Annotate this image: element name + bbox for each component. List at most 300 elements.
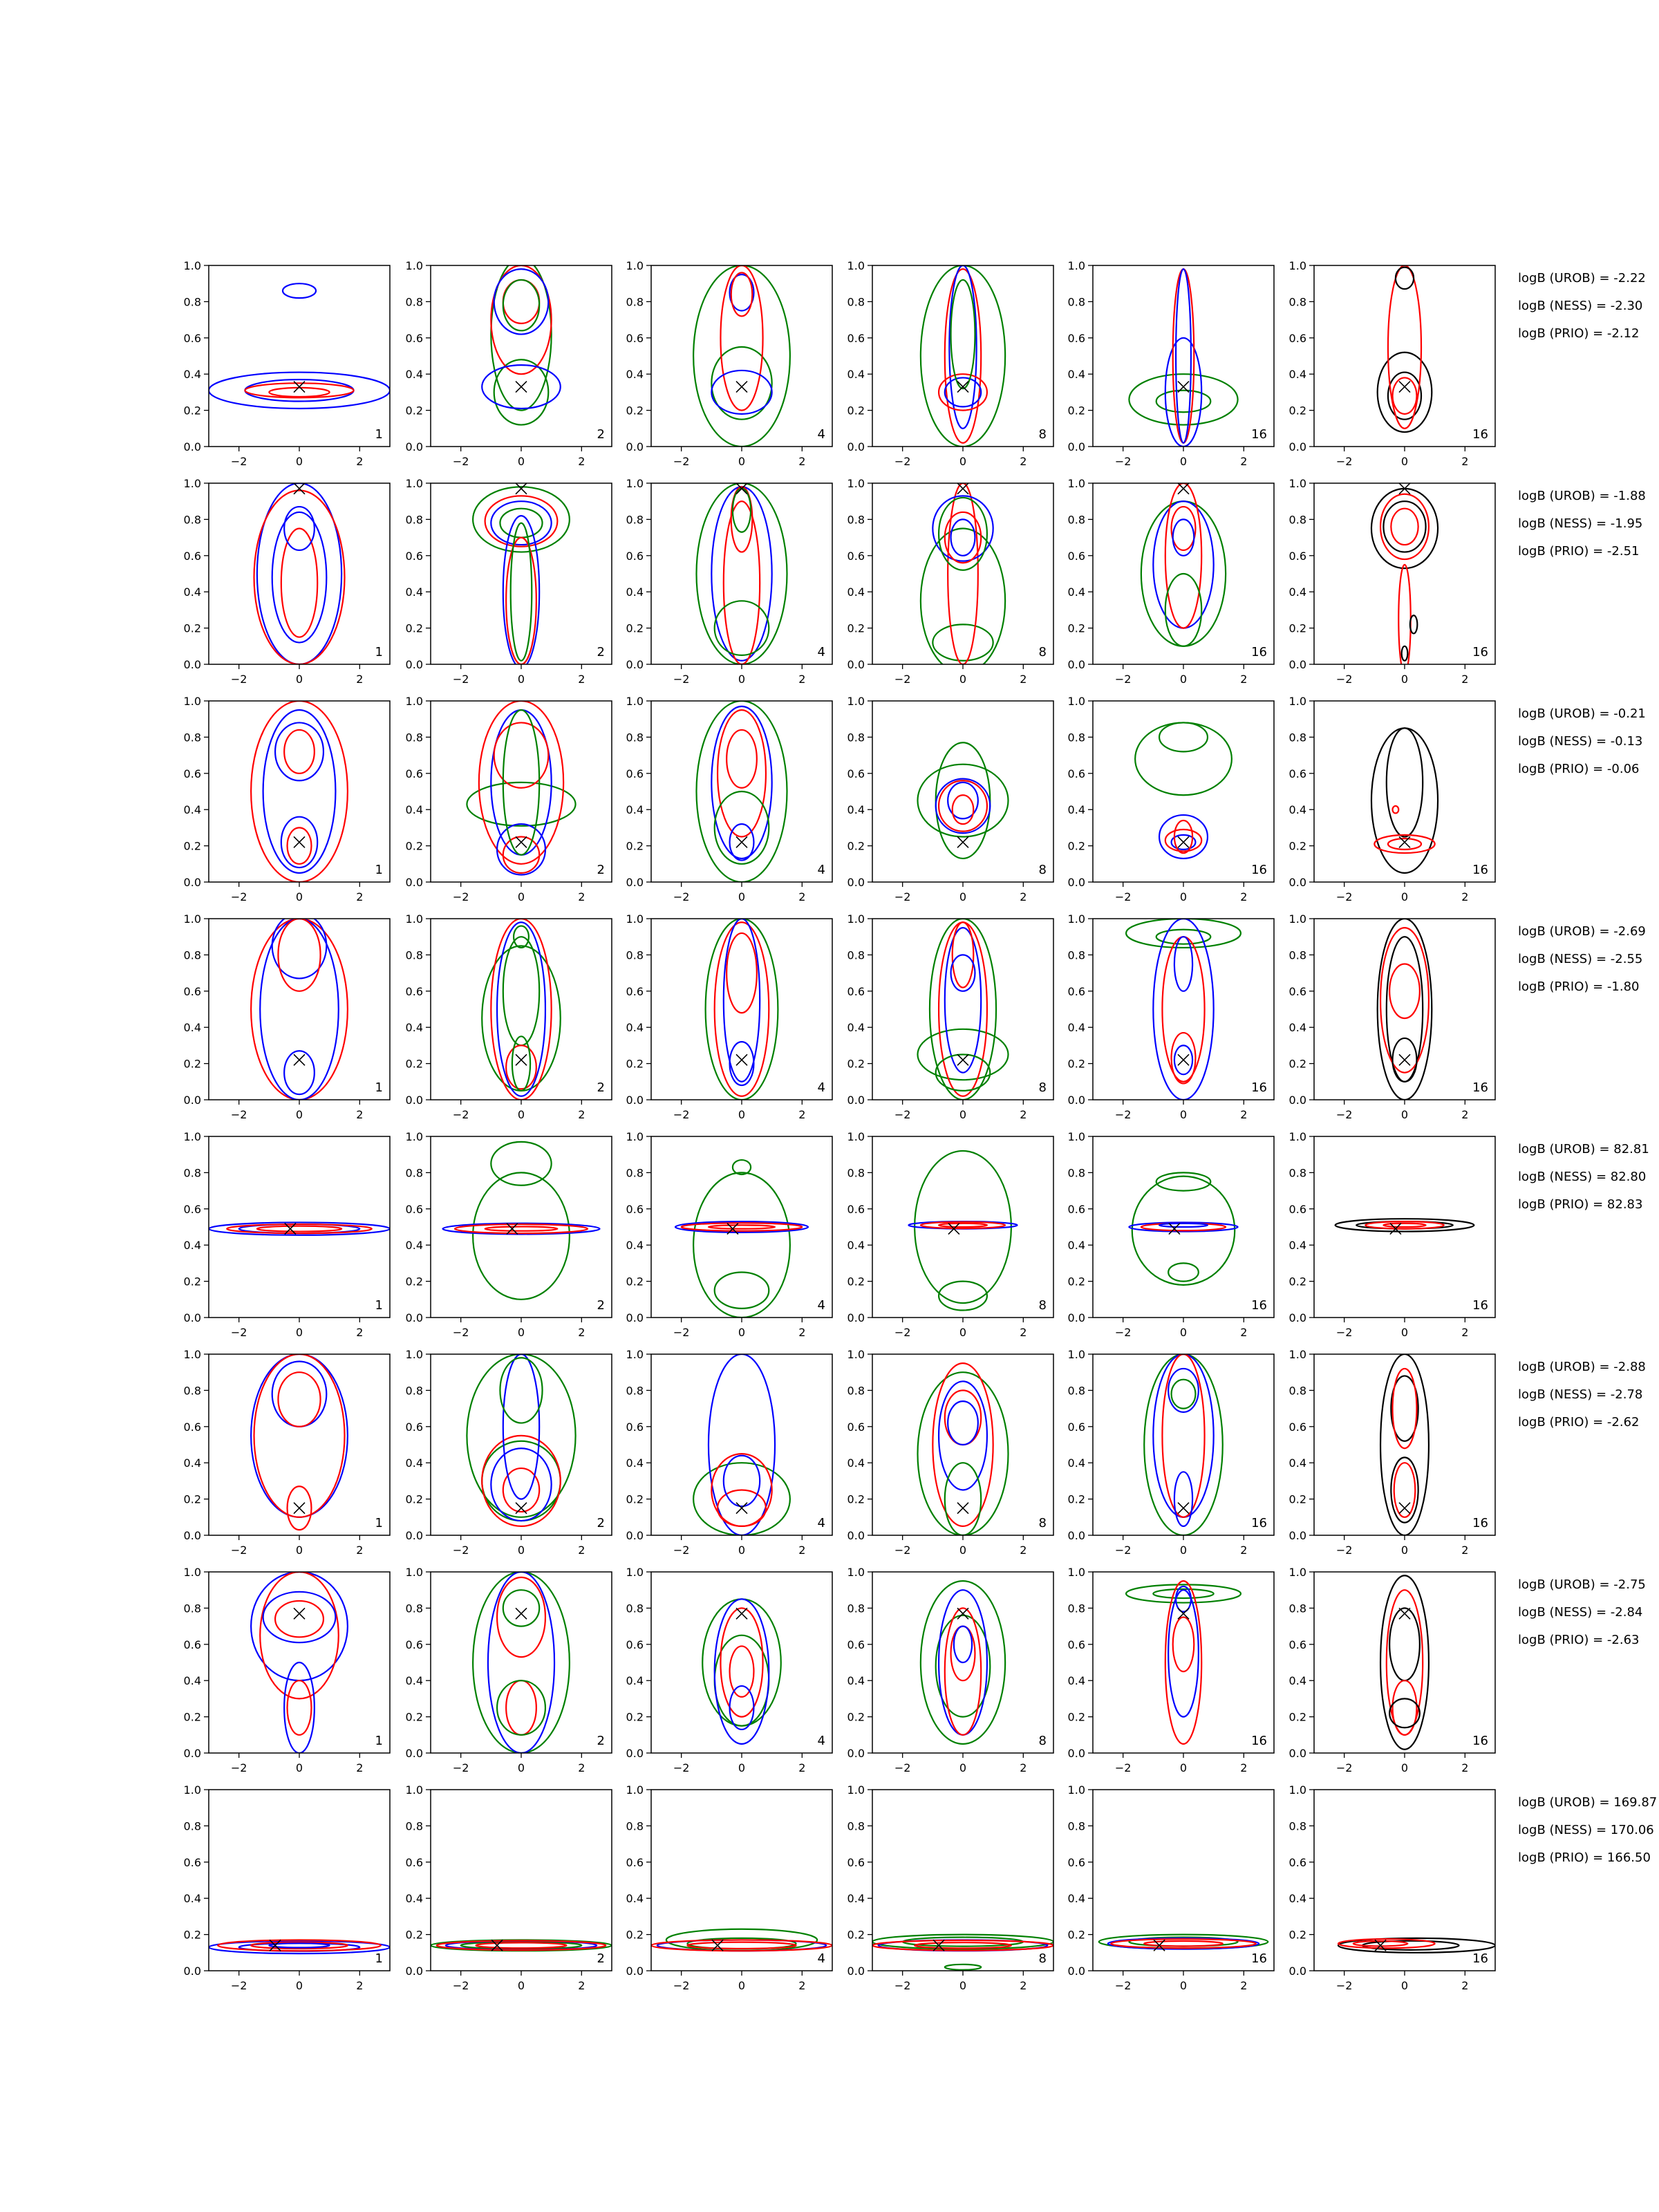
- corner-count-label: 4: [817, 863, 825, 877]
- y-tick-label: 1.0: [405, 259, 423, 272]
- axes-frame: [209, 265, 390, 447]
- x-tick-label: 2: [1240, 1108, 1248, 1121]
- x-tick-label: 2: [1020, 1761, 1027, 1774]
- y-tick-label: 0.2: [626, 1710, 644, 1724]
- corner-count-label: 16: [1472, 427, 1488, 442]
- subplot-axes: [1068, 912, 1274, 1121]
- axes-frame: [872, 701, 1053, 882]
- x-tick-label: 0: [1400, 455, 1409, 468]
- true-value-marker: [294, 483, 305, 494]
- corner-count-label: 1: [375, 1734, 383, 1748]
- plot-row: [184, 695, 1646, 903]
- x-tick-label: 0: [517, 1544, 525, 1557]
- contour-group: [482, 919, 561, 1100]
- contour-line-black: [1380, 1575, 1429, 1750]
- corner-count-label: 16: [1251, 1516, 1267, 1530]
- y-tick-label: 1.0: [626, 1130, 644, 1143]
- x-tick-label: 2: [1461, 673, 1469, 686]
- y-tick-label: 0.8: [847, 731, 865, 744]
- y-tick-label: 0.2: [626, 1492, 644, 1506]
- y-tick-label: 1.0: [183, 1348, 201, 1361]
- contour-line-red: [254, 1354, 345, 1517]
- contour-group: [254, 483, 345, 664]
- x-tick-label: 2: [1461, 1979, 1469, 1992]
- axes-frame: [872, 483, 1053, 664]
- x-tick-label: 0: [1400, 890, 1409, 903]
- contour-line-black: [1396, 268, 1414, 289]
- y-tick-label: 0.6: [183, 1202, 201, 1216]
- y-tick-label: 1.0: [405, 1130, 423, 1143]
- x-tick-label: 0: [295, 1761, 303, 1774]
- x-tick-label: −2: [673, 890, 690, 903]
- x-tick-label: 2: [1240, 455, 1248, 468]
- contour-line-red: [731, 272, 753, 316]
- y-tick-label: 0.2: [1288, 404, 1306, 418]
- x-tick-label: −2: [894, 890, 911, 903]
- x-tick-label: 0: [959, 1108, 967, 1121]
- subplot-axes: [184, 912, 390, 1121]
- y-tick-label: 1.0: [847, 1348, 865, 1361]
- contour-group: [251, 701, 348, 882]
- contour-line-red: [1173, 1618, 1194, 1672]
- corner-count-label: 16: [1472, 1298, 1488, 1313]
- contour-line-red: [720, 1608, 762, 1716]
- y-tick-label: 0.6: [183, 767, 201, 780]
- y-tick-label: 1.0: [1067, 477, 1085, 490]
- x-tick-label: 0: [1179, 673, 1188, 686]
- contour-line-blue: [263, 710, 336, 873]
- x-tick-label: −2: [1114, 1326, 1132, 1339]
- contour-line-green: [497, 1680, 545, 1735]
- x-tick-label: 0: [1179, 1979, 1188, 1992]
- contour-line-blue: [491, 1448, 551, 1521]
- contour-line-red: [251, 919, 348, 1100]
- x-tick-label: 2: [356, 1979, 364, 1992]
- x-tick-label: 2: [1461, 455, 1469, 468]
- contour-line-red: [1165, 830, 1201, 851]
- contour-group: [697, 701, 787, 882]
- x-tick-label: 2: [356, 673, 364, 686]
- corner-count-label: 8: [1038, 1734, 1047, 1748]
- x-tick-label: 2: [798, 1326, 806, 1339]
- axes-frame: [651, 483, 832, 664]
- contour-line-black: [1389, 1698, 1420, 1727]
- contour-line-red: [720, 265, 762, 411]
- subplot-axes: [184, 1130, 390, 1339]
- x-tick-label: −2: [1335, 455, 1353, 468]
- x-tick-label: −2: [673, 455, 690, 468]
- corner-count-label: 16: [1251, 1951, 1267, 1966]
- contour-line-red: [275, 1601, 324, 1637]
- y-tick-label: 0.8: [405, 295, 423, 309]
- x-tick-label: 2: [1240, 890, 1248, 903]
- corner-count-label: 16: [1472, 1951, 1488, 1966]
- contour-line-red: [260, 1572, 339, 1698]
- subplot-axes: [184, 259, 390, 468]
- contour-line-green: [921, 529, 1005, 674]
- x-tick-label: −2: [452, 1326, 469, 1339]
- y-tick-label: 0.8: [626, 948, 644, 962]
- x-tick-label: 0: [517, 455, 525, 468]
- y-tick-label: 0.8: [847, 1166, 865, 1180]
- contour-group: [872, 1935, 1053, 1970]
- y-tick-label: 0.0: [405, 1529, 423, 1542]
- x-tick-label: −2: [230, 1326, 247, 1339]
- contour-line-green: [715, 1635, 769, 1726]
- y-tick-label: 0.0: [405, 1094, 423, 1107]
- contour-line-green: [473, 1172, 570, 1299]
- x-tick-label: 0: [959, 455, 967, 468]
- y-tick-label: 0.4: [1288, 1239, 1306, 1253]
- contour-line-red: [284, 730, 315, 774]
- y-tick-label: 0.6: [405, 331, 423, 345]
- y-tick-label: 1.0: [405, 1783, 423, 1797]
- subplot-axes: [1289, 695, 1495, 903]
- y-tick-label: 0.4: [183, 1674, 201, 1688]
- contour-line-green: [697, 483, 787, 664]
- axes-frame: [651, 1136, 832, 1318]
- axes-frame: [209, 919, 390, 1100]
- contour-line-blue: [272, 512, 327, 643]
- y-tick-label: 0.2: [1067, 1928, 1085, 1942]
- y-tick-label: 0.8: [1288, 731, 1306, 744]
- x-tick-label: −2: [894, 1979, 911, 1992]
- corner-count-label: 16: [1472, 1734, 1488, 1748]
- y-tick-label: 0.4: [626, 368, 644, 382]
- subplot-axes: [626, 1348, 832, 1557]
- contour-line-red: [1165, 1581, 1201, 1744]
- y-tick-label: 0.6: [626, 1420, 644, 1434]
- contour-line-blue: [503, 516, 539, 668]
- y-tick-label: 0.8: [1067, 295, 1085, 309]
- y-tick-label: 0.4: [626, 1239, 644, 1253]
- axes-frame: [1093, 919, 1274, 1100]
- contour-line-red: [727, 933, 757, 1013]
- y-tick-label: 0.0: [183, 1965, 201, 1978]
- logb-label: logB (PRIO) = 166.50: [1518, 1850, 1651, 1865]
- contour-line-green: [715, 791, 769, 864]
- axes-frame: [431, 1572, 612, 1753]
- y-tick-label: 0.0: [1288, 876, 1306, 889]
- y-tick-label: 0.8: [626, 513, 644, 527]
- contour-line-red: [503, 1468, 539, 1512]
- y-tick-label: 0.6: [183, 549, 201, 563]
- y-tick-label: 0.0: [1288, 1094, 1306, 1107]
- contour-line-green: [1129, 374, 1237, 424]
- contour-group: [1135, 722, 1232, 859]
- corner-count-label: 4: [817, 1734, 825, 1748]
- y-tick-label: 0.4: [847, 585, 865, 599]
- y-tick-label: 0.4: [1067, 1456, 1085, 1470]
- contour-line-red: [939, 922, 987, 1096]
- true-value-marker: [736, 382, 747, 393]
- y-tick-label: 1.0: [626, 695, 644, 708]
- subplot-axes: [626, 695, 832, 903]
- subplot-axes: [1289, 912, 1495, 1121]
- subplot-axes: [626, 1130, 832, 1339]
- true-value-marker: [516, 836, 527, 847]
- subplot-axes: [184, 1348, 390, 1557]
- y-tick-label: 0.0: [405, 1747, 423, 1760]
- contour-group: [482, 259, 561, 425]
- y-tick-label: 0.6: [626, 549, 644, 563]
- y-tick-label: 0.6: [626, 331, 644, 345]
- contour-line-red: [1394, 1463, 1416, 1517]
- y-tick-label: 0.4: [183, 803, 201, 817]
- y-tick-label: 1.0: [847, 259, 865, 272]
- y-tick-label: 0.6: [1288, 549, 1306, 563]
- y-tick-label: 0.0: [847, 1094, 865, 1107]
- x-tick-label: 0: [959, 890, 967, 903]
- contour-group: [1099, 1935, 1268, 1949]
- y-tick-label: 0.4: [183, 585, 201, 599]
- y-tick-label: 0.0: [405, 658, 423, 671]
- y-tick-label: 0.8: [847, 1384, 865, 1398]
- contour-line-red: [494, 722, 549, 787]
- contour-line-black: [1371, 728, 1438, 873]
- x-tick-label: 2: [356, 455, 364, 468]
- contour-line-red: [1393, 1369, 1417, 1448]
- y-tick-label: 0.6: [626, 1638, 644, 1651]
- y-tick-label: 0.4: [183, 368, 201, 382]
- contour-line-blue: [1176, 269, 1191, 443]
- contour-group: [651, 1929, 832, 1951]
- x-tick-label: 0: [959, 1544, 967, 1557]
- x-tick-label: −2: [230, 1761, 247, 1774]
- logb-label: logB (UROB) = -0.21: [1518, 706, 1646, 721]
- y-tick-label: 0.0: [626, 876, 644, 889]
- y-tick-label: 0.4: [1288, 1021, 1306, 1035]
- y-tick-label: 0.8: [626, 1384, 644, 1398]
- y-tick-label: 0.6: [1067, 1420, 1085, 1434]
- y-tick-label: 1.0: [1288, 1783, 1306, 1797]
- y-tick-label: 0.2: [405, 1492, 423, 1506]
- contour-line-red: [1393, 377, 1417, 413]
- contour-line-red: [476, 1942, 567, 1948]
- y-tick-label: 0.4: [405, 585, 423, 599]
- x-tick-label: 0: [959, 1761, 967, 1774]
- x-tick-label: 0: [295, 455, 303, 468]
- x-tick-label: 0: [738, 1761, 746, 1774]
- logb-label: logB (NESS) = -2.78: [1518, 1387, 1643, 1402]
- axes-frame: [431, 483, 612, 664]
- contour-line-red: [945, 269, 981, 443]
- y-tick-label: 0.8: [847, 948, 865, 962]
- x-tick-label: −2: [1335, 1108, 1353, 1121]
- corner-count-label: 8: [1038, 1080, 1047, 1095]
- y-tick-label: 0.8: [1288, 948, 1306, 962]
- y-tick-label: 0.8: [626, 731, 644, 744]
- y-tick-label: 0.2: [183, 1710, 201, 1724]
- y-tick-label: 0.6: [1067, 984, 1085, 998]
- x-tick-label: 0: [1400, 1326, 1409, 1339]
- axes-frame: [1093, 1572, 1274, 1753]
- contour-line-blue: [951, 519, 975, 555]
- y-tick-label: 0.2: [405, 1275, 423, 1288]
- y-tick-label: 0.6: [405, 1420, 423, 1434]
- contour-line-red: [281, 529, 317, 637]
- contour-line-green: [936, 1615, 991, 1717]
- x-tick-label: 2: [1020, 1979, 1027, 1992]
- contour-group: [209, 283, 390, 409]
- subplot-axes: [1068, 477, 1274, 686]
- y-tick-label: 0.4: [405, 1239, 423, 1253]
- subplot-axes: [406, 912, 612, 1121]
- logb-annotations: [1518, 924, 1646, 994]
- axes-frame: [1093, 265, 1274, 447]
- x-tick-label: 2: [578, 1108, 585, 1121]
- y-tick-label: 1.0: [405, 695, 423, 708]
- y-tick-label: 0.6: [1288, 767, 1306, 780]
- y-tick-label: 0.2: [405, 1710, 423, 1724]
- true-value-marker: [294, 1503, 305, 1514]
- x-tick-label: 2: [578, 1326, 585, 1339]
- plot-row: [184, 912, 1646, 1121]
- subplot-axes: [184, 695, 390, 903]
- corner-count-label: 16: [1251, 1298, 1267, 1313]
- x-tick-label: 0: [1179, 1544, 1188, 1557]
- y-tick-label: 0.0: [626, 1747, 644, 1760]
- y-tick-label: 1.0: [183, 912, 201, 926]
- x-tick-label: −2: [673, 1761, 690, 1774]
- logb-label: logB (NESS) = -2.55: [1518, 952, 1643, 966]
- x-tick-label: 0: [738, 1108, 746, 1121]
- contour-line-red: [682, 1223, 803, 1231]
- contour-group: [1371, 489, 1438, 673]
- y-tick-label: 1.0: [1288, 1566, 1306, 1579]
- contour-line-blue: [263, 1592, 336, 1642]
- y-tick-label: 0.2: [626, 839, 644, 853]
- corner-count-label: 16: [1472, 863, 1488, 877]
- y-tick-label: 0.0: [626, 1965, 644, 1978]
- y-tick-label: 0.4: [847, 368, 865, 382]
- x-tick-label: 2: [1020, 1544, 1027, 1557]
- y-tick-label: 0.0: [847, 658, 865, 671]
- y-tick-label: 1.0: [183, 1783, 201, 1797]
- y-tick-label: 0.4: [1288, 1674, 1306, 1688]
- x-tick-label: 0: [738, 1544, 746, 1557]
- logb-label: logB (PRIO) = -2.63: [1518, 1633, 1640, 1647]
- corner-count-label: 16: [1251, 1734, 1267, 1748]
- y-tick-label: 0.0: [1067, 440, 1085, 453]
- y-tick-label: 0.6: [847, 1855, 865, 1869]
- corner-count-label: 2: [597, 1298, 605, 1313]
- contour-line-red: [485, 1226, 558, 1230]
- contour-line-red: [945, 1390, 981, 1445]
- corner-count-label: 1: [375, 645, 383, 659]
- y-tick-label: 1.0: [847, 695, 865, 708]
- x-tick-label: 2: [578, 673, 585, 686]
- y-tick-label: 0.0: [847, 1529, 865, 1542]
- x-tick-label: 0: [517, 1326, 525, 1339]
- x-tick-label: 2: [1240, 1979, 1248, 1992]
- contour-group: [702, 1599, 781, 1744]
- contour-line-red: [1162, 1354, 1204, 1517]
- subplot-axes: [1068, 259, 1274, 468]
- contour-line-green: [491, 1142, 551, 1185]
- y-tick-label: 1.0: [847, 1130, 865, 1143]
- y-tick-label: 0.8: [183, 1819, 201, 1833]
- contour-line-red: [1393, 806, 1399, 813]
- contour-line-blue: [724, 919, 760, 1082]
- logb-label: logB (NESS) = -2.30: [1518, 299, 1643, 313]
- logb-label: logB (NESS) = -2.84: [1518, 1605, 1643, 1620]
- true-value-marker: [712, 1940, 723, 1951]
- corner-count-label: 4: [817, 1080, 825, 1095]
- corner-count-label: 16: [1472, 1080, 1488, 1095]
- y-tick-label: 0.0: [1288, 1311, 1306, 1324]
- plot-row: [184, 259, 1646, 468]
- contour-line-red: [278, 1372, 320, 1427]
- y-tick-label: 0.0: [183, 440, 201, 453]
- contour-line-green: [503, 937, 539, 1045]
- y-tick-label: 0.6: [847, 984, 865, 998]
- x-tick-label: −2: [1335, 1761, 1353, 1774]
- y-tick-label: 0.8: [405, 513, 423, 527]
- x-tick-label: −2: [230, 455, 247, 468]
- contour-line-red: [1389, 964, 1420, 1019]
- y-tick-label: 0.2: [183, 1928, 201, 1942]
- contour-line-green: [715, 601, 769, 655]
- y-tick-label: 0.8: [1067, 948, 1085, 962]
- y-tick-label: 0.4: [1067, 368, 1085, 382]
- contour-line-red: [1393, 1680, 1417, 1735]
- y-tick-label: 1.0: [183, 1566, 201, 1579]
- x-tick-label: 2: [798, 1761, 806, 1774]
- contour-line-red: [953, 795, 974, 824]
- corner-count-label: 8: [1038, 1298, 1047, 1313]
- y-tick-label: 0.2: [626, 1057, 644, 1071]
- y-tick-label: 0.8: [1288, 1384, 1306, 1398]
- x-tick-label: −2: [1335, 1326, 1353, 1339]
- y-tick-label: 0.2: [626, 404, 644, 418]
- logb-annotations: [1518, 1360, 1646, 1430]
- axes-frame: [1093, 701, 1274, 882]
- y-tick-label: 0.4: [183, 1892, 201, 1906]
- corner-count-label: 4: [817, 645, 825, 659]
- y-tick-label: 1.0: [1288, 1348, 1306, 1361]
- y-tick-label: 0.8: [1288, 295, 1306, 309]
- x-tick-label: −2: [452, 1761, 469, 1774]
- y-tick-label: 0.8: [1067, 1384, 1085, 1398]
- x-tick-label: 0: [1179, 1108, 1188, 1121]
- plot-row: [184, 1566, 1646, 1774]
- true-value-marker: [516, 483, 527, 494]
- contour-line-blue: [711, 371, 771, 414]
- contour-group: [1129, 269, 1237, 447]
- logb-label: logB (UROB) = -2.75: [1518, 1577, 1646, 1592]
- y-tick-label: 0.8: [1288, 513, 1306, 527]
- y-tick-label: 0.4: [1067, 1239, 1085, 1253]
- true-value-marker: [1178, 483, 1189, 494]
- contour-line-blue: [1174, 1472, 1192, 1526]
- y-tick-label: 1.0: [1067, 695, 1085, 708]
- axes-frame: [872, 265, 1053, 447]
- y-tick-label: 0.6: [405, 767, 423, 780]
- y-tick-label: 0.2: [405, 1928, 423, 1942]
- subplot-axes: [1068, 1783, 1274, 1992]
- x-tick-label: 2: [1020, 1108, 1027, 1121]
- contour-line-green: [512, 1036, 530, 1091]
- logb-label: logB (PRIO) = -1.80: [1518, 980, 1640, 994]
- y-tick-label: 0.2: [405, 1057, 423, 1071]
- axes-frame: [1314, 1572, 1495, 1753]
- corner-count-label: 2: [597, 1516, 605, 1530]
- subplot-axes: [1289, 259, 1495, 468]
- corner-count-label: 16: [1472, 645, 1488, 659]
- true-value-marker: [1399, 382, 1410, 393]
- x-tick-label: 2: [1461, 1544, 1469, 1557]
